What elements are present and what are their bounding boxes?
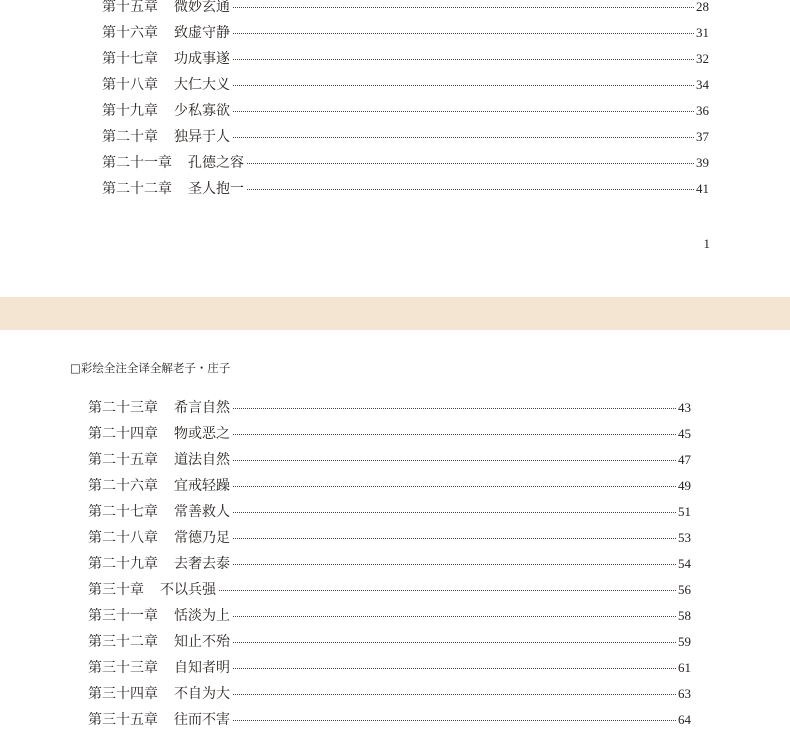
page-number: 51 — [678, 504, 691, 519]
chapter-title: 常德乃足 — [174, 530, 230, 546]
dot-leader — [233, 6, 694, 8]
page-number: 41 — [696, 181, 709, 196]
toc-entry — [88, 580, 691, 600]
dot-leader — [233, 110, 694, 112]
toc-entry — [88, 710, 691, 730]
page-separator-band — [0, 297, 790, 330]
page-number: 45 — [678, 426, 691, 441]
page-number: 61 — [678, 660, 691, 675]
toc-entry — [88, 554, 691, 574]
dot-leader — [233, 719, 676, 721]
toc-entry — [88, 502, 691, 522]
dot-leader — [233, 485, 676, 487]
page-number: 28 — [696, 0, 709, 14]
toc-entry — [102, 101, 709, 121]
chapter-number: 第十八章 — [102, 77, 158, 93]
chapter-title: 少私寡欲 — [174, 103, 230, 119]
toc-entry — [102, 23, 709, 43]
chapter-title: 不以兵强 — [160, 582, 216, 598]
chapter-title: 自知者明 — [174, 660, 230, 676]
dot-leader — [233, 511, 676, 513]
page-number: 49 — [678, 478, 691, 493]
chapter-title: 去奢去泰 — [174, 556, 230, 572]
chapter-title: 功成事遂 — [174, 51, 230, 67]
page-number: 54 — [678, 556, 691, 571]
chapter-title: 往而不害 — [174, 712, 230, 728]
dot-leader — [247, 162, 694, 164]
chapter-title: 希言自然 — [174, 400, 230, 416]
toc-page-top — [0, 0, 790, 297]
toc-entry — [88, 684, 691, 704]
chapter-number: 第二十六章 — [88, 478, 158, 494]
toc-entry — [88, 658, 691, 678]
chapter-number: 第二十三章 — [88, 400, 158, 416]
dot-leader — [233, 407, 676, 409]
chapter-title: 大仁大义 — [174, 77, 230, 93]
page-number: 64 — [678, 712, 691, 727]
toc-entry — [88, 476, 691, 496]
toc-entry — [88, 528, 691, 548]
dot-leader — [233, 537, 676, 539]
dot-leader — [233, 563, 676, 565]
chapter-title: 物或恶之 — [174, 426, 230, 442]
dot-leader — [233, 641, 676, 643]
page-number: 1 — [703, 236, 710, 251]
chapter-number: 第三十章 — [88, 582, 144, 598]
toc-entry — [102, 0, 709, 17]
chapter-number: 第十六章 — [102, 25, 158, 41]
toc-entry — [102, 75, 709, 95]
toc-entry — [88, 450, 691, 470]
toc-entry — [102, 179, 709, 199]
chapter-number: 第三十四章 — [88, 686, 158, 702]
chapter-title: 常善救人 — [174, 504, 230, 520]
page-number: 34 — [696, 77, 709, 92]
chapter-title: 孔德之容 — [188, 155, 244, 171]
toc-entry — [88, 398, 691, 418]
page-number: 58 — [678, 608, 691, 623]
chapter-number: 第十七章 — [102, 51, 158, 67]
chapter-title: 宜戒轻躁 — [174, 478, 230, 494]
page-number: 37 — [696, 129, 709, 144]
dot-leader — [219, 589, 676, 591]
page-number: 63 — [678, 686, 691, 701]
chapter-number: 第二十九章 — [88, 556, 158, 572]
dot-leader — [247, 188, 694, 190]
page-number: 36 — [696, 103, 709, 118]
page-number: 56 — [678, 582, 691, 597]
toc-page-bottom — [0, 330, 790, 734]
running-header: □彩绘全注全译全解老子・庄子 — [70, 361, 231, 375]
chapter-number: 第二十七章 — [88, 504, 158, 520]
chapter-number: 第二十四章 — [88, 426, 158, 442]
chapter-title: 独异于人 — [174, 129, 230, 145]
chapter-number: 第三十二章 — [88, 634, 158, 650]
toc-entry — [88, 424, 691, 444]
toc-entry — [102, 49, 709, 69]
dot-leader — [233, 459, 676, 461]
chapter-number: 第二十五章 — [88, 452, 158, 468]
chapter-number: 第二十八章 — [88, 530, 158, 546]
dot-leader — [233, 693, 676, 695]
page-number: 43 — [678, 400, 691, 415]
chapter-title: 知止不殆 — [174, 634, 230, 650]
page-number: 59 — [678, 634, 691, 649]
chapter-title: 致虚守静 — [174, 25, 230, 41]
chapter-title: 微妙玄通 — [174, 0, 230, 15]
chapter-number: 第三十三章 — [88, 660, 158, 676]
chapter-title: 恬淡为上 — [174, 608, 230, 624]
chapter-title: 不自为大 — [174, 686, 230, 702]
dot-leader — [233, 433, 676, 435]
page-number: 39 — [696, 155, 709, 170]
toc-entry — [88, 632, 691, 652]
chapter-title: 圣人抱一 — [188, 181, 244, 197]
page-number: 32 — [696, 51, 709, 66]
chapter-number: 第十五章 — [102, 0, 158, 15]
toc-entry — [102, 153, 709, 173]
chapter-number: 第二十一章 — [102, 155, 172, 171]
toc-entry — [102, 127, 709, 147]
dot-leader — [233, 667, 676, 669]
chapter-title: 道法自然 — [174, 452, 230, 468]
dot-leader — [233, 136, 694, 138]
dot-leader — [233, 615, 676, 617]
dot-leader — [233, 58, 694, 60]
chapter-number: 第二十章 — [102, 129, 158, 145]
page-number: 31 — [696, 25, 709, 40]
page-number: 53 — [678, 530, 691, 545]
dot-leader — [233, 32, 694, 34]
chapter-number: 第三十一章 — [88, 608, 158, 624]
chapter-number: 第三十五章 — [88, 712, 158, 728]
chapter-number: 第十九章 — [102, 103, 158, 119]
chapter-number: 第二十二章 — [102, 181, 172, 197]
toc-entry — [88, 606, 691, 626]
page-number: 47 — [678, 452, 691, 467]
dot-leader — [233, 84, 694, 86]
